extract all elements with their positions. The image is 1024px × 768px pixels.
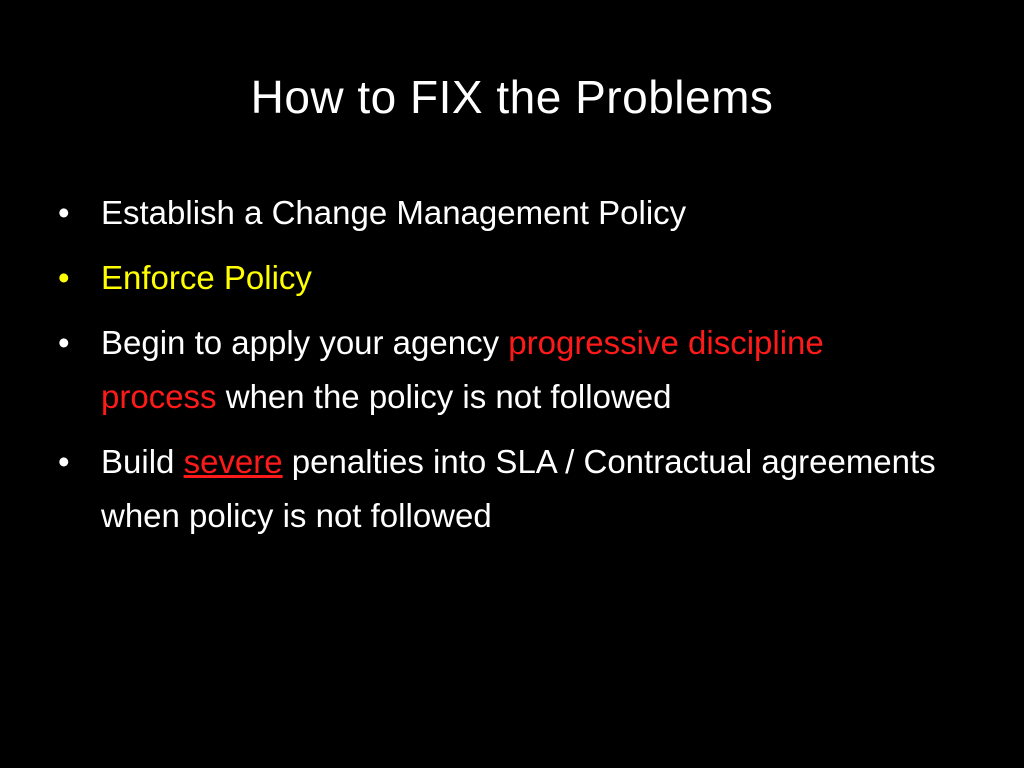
bullet-text-part: Begin to apply your agency bbox=[101, 324, 509, 361]
bullet-text: Establish a Change Management Policy bbox=[101, 194, 687, 231]
bullet-item-enforce-policy bbox=[58, 251, 938, 305]
bullet-item-severe-penalties bbox=[58, 435, 938, 543]
bullet-item-progressive-discipline bbox=[58, 316, 938, 424]
bullet-marker: • bbox=[58, 324, 70, 361]
bullet-text-part: Build bbox=[101, 443, 184, 480]
bullet-text-part: when the policy is not followed bbox=[216, 378, 672, 415]
bullet-text-part: penalties into SLA / Contractual agreements when policy is not followed bbox=[101, 443, 936, 534]
slide-title: How to FIX the Problems bbox=[250, 71, 774, 123]
bullet-text: Enforce Policy bbox=[101, 259, 312, 296]
bullet-marker: • bbox=[58, 194, 70, 231]
bullet-emphasis-red: progressive discipline process bbox=[101, 324, 824, 415]
bullet-emphasis-red-underlined: severe bbox=[183, 443, 283, 480]
bullet-item-establish-policy bbox=[58, 186, 938, 240]
bullet-list bbox=[58, 186, 938, 554]
bullet-marker: • bbox=[58, 259, 70, 296]
bullet-marker: • bbox=[58, 443, 70, 480]
